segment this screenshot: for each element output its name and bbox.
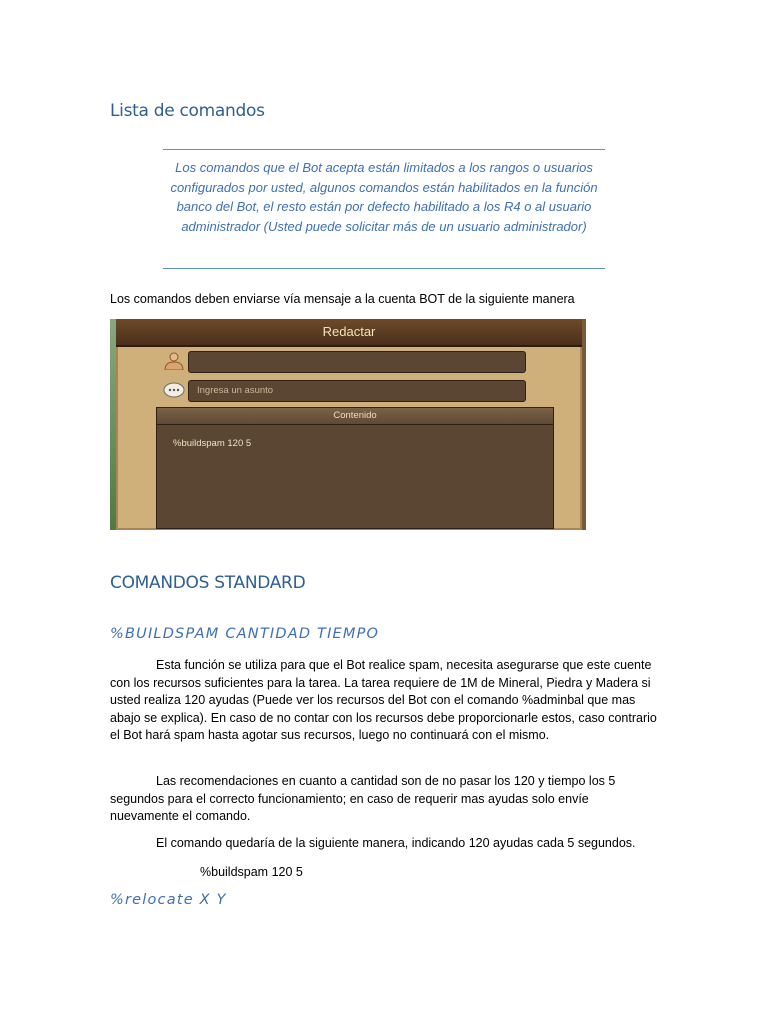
subject-input[interactable] bbox=[188, 380, 526, 402]
user-icon bbox=[163, 352, 185, 370]
page-title: Lista de comandos bbox=[110, 101, 265, 121]
paragraph bbox=[110, 835, 658, 853]
screenshot-edge bbox=[582, 319, 586, 530]
command-heading-buildspam: %BUILDSPAM CANTIDAD TIEMPO bbox=[110, 626, 380, 642]
command-heading-relocate: %relocate X Y bbox=[110, 892, 227, 908]
paragraph bbox=[110, 773, 658, 826]
paragraph bbox=[110, 657, 658, 745]
command-example: %buildspam 120 5 bbox=[200, 865, 303, 879]
compose-header bbox=[116, 319, 582, 347]
paragraph-text: El comando quedaría de la siguiente manera, indicando 120 ayudas cada 5 segundos. bbox=[156, 836, 636, 850]
quote-top-rule bbox=[163, 149, 605, 150]
content-header: Contenido bbox=[157, 408, 553, 425]
recipient-input[interactable] bbox=[188, 351, 526, 373]
quote-bottom-rule bbox=[163, 268, 605, 269]
paragraph-text: Esta función se utiliza para que el Bot realice spam, necesita asegurarse que este cuente con los recursos suficientes para la tarea. La tarea requiere de 1M de Mineral, Piedra y Madera si usted realiza 120 ayudas (Puede ver los recursos del Bot con el comando %adminbal que mas abajo se explica). En caso de no contar con los recursos debe proporcionarle estos, caso contrario el Bot hará spam hasta agotar sus recursos, luego no continuará con el mismo. bbox=[110, 658, 657, 743]
content-textarea[interactable] bbox=[156, 407, 554, 529]
paragraph-text: Las recomendaciones en cuanto a cantidad son de no pasar los 120 y tiempo los 5 segundos para el correcto funcionamiento; en caso de requerir mas ayudas solo envíe nuevamente el comando. bbox=[110, 774, 616, 824]
compose-window bbox=[116, 319, 582, 530]
compose-title: Redactar bbox=[322, 324, 376, 339]
subject-placeholder: Ingresa un asunto bbox=[197, 385, 274, 396]
section-heading: COMANDOS STANDARD bbox=[110, 573, 306, 593]
content-text: %buildspam 120 5 bbox=[173, 438, 252, 449]
intense-quote: Los comandos que el Bot acepta están limitados a los rangos o usuarios configurados por usted, algunos comandos están habilitados en la función banco del Bot, el resto están por defecto habilitado a los R4 o al usuario administrador (Usted puede solicitar más de un usuario administrador) bbox=[170, 160, 598, 234]
compose-message-screenshot bbox=[110, 319, 586, 530]
chat-bubble-icon bbox=[163, 382, 185, 400]
intro-paragraph: Los comandos deben enviarse vía mensaje a la cuenta BOT de la siguiente manera bbox=[110, 292, 575, 306]
